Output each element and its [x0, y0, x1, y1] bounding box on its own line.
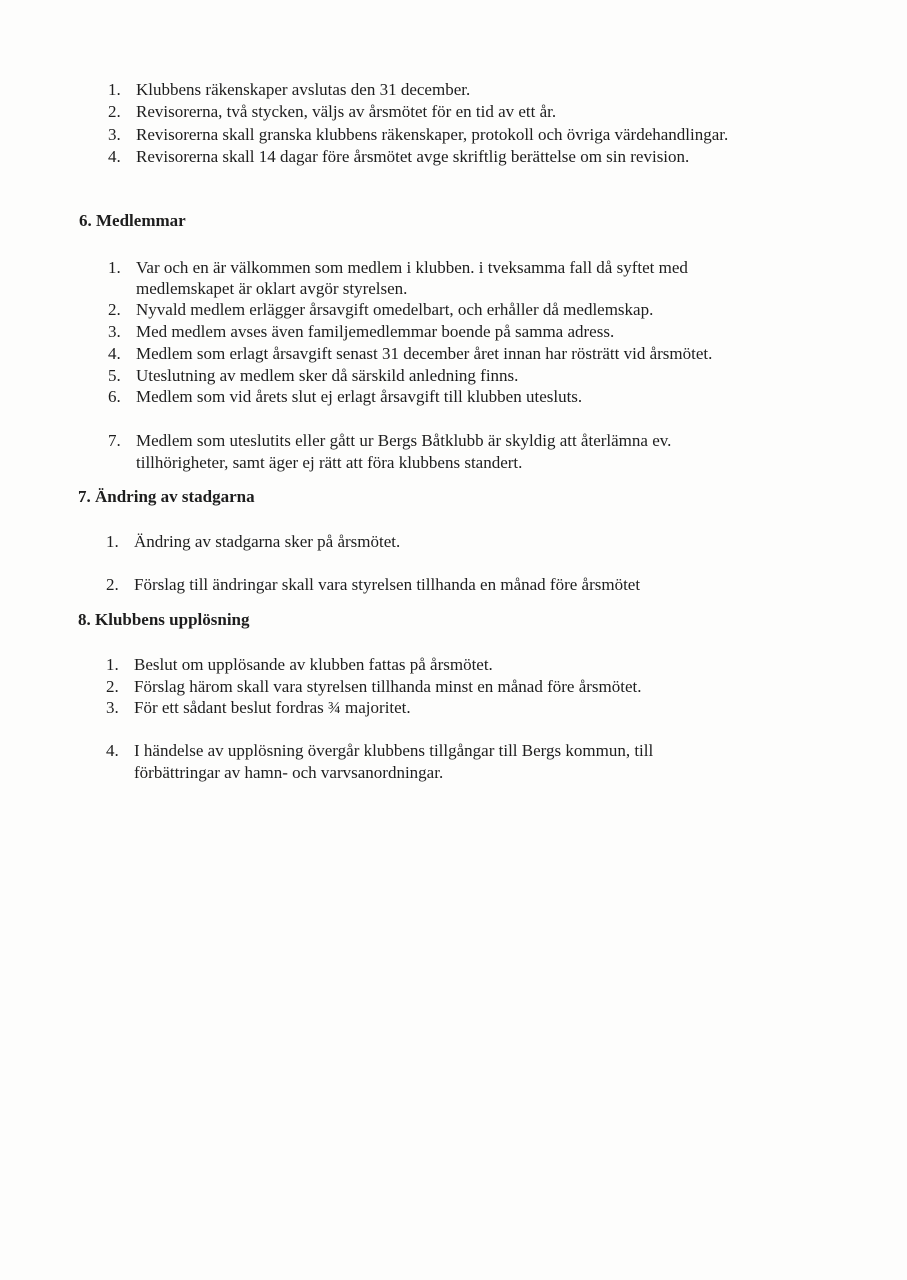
item-text: Uteslutning av medlem sker då särskild anledning finns. — [136, 366, 519, 385]
item-text: Med medlem avses även familjemedlemmar boende på samma adress. — [136, 322, 615, 341]
item-text: Var och en är välkommen som medlem i klubben. i tveksamma fall då syftet med — [136, 258, 688, 277]
item-text: Nyvald medlem erlägger årsavgift omedelbart, och erhåller då medlemskap. — [136, 300, 654, 319]
section-heading: 6. Medlemmar — [79, 211, 186, 230]
item-text: Revisorerna skall 14 dagar före årsmötet avge skriftlig berättelse om sin revision. — [136, 147, 690, 166]
item-number: 1. — [106, 532, 119, 551]
item-text: Klubbens räkenskaper avslutas den 31 december. — [136, 80, 471, 99]
item-text: Förslag till ändringar skall vara styrelsen tillhanda en månad före årsmötet — [134, 575, 641, 594]
item-text: Revisorerna skall granska klubbens räkenskaper, protokoll och övriga värdehandlingar. — [136, 125, 729, 144]
section-heading: 8. Klubbens upplösning — [78, 610, 250, 629]
item-text: tillhörigheter, samt äger ej rätt att föra klubbens standert. — [136, 453, 523, 472]
item-number: 3. — [106, 698, 119, 717]
item-number: 3. — [108, 125, 121, 144]
item-number: 1. — [106, 655, 119, 674]
item-text: I händelse av upplösning övergår klubbens tillgångar till Bergs kommun, till — [134, 741, 654, 760]
item-number: 1. — [108, 80, 121, 99]
item-text: Förslag härom skall vara styrelsen tillhanda minst en månad före årsmötet. — [134, 677, 642, 696]
item-text: Medlem som erlagt årsavgift senast 31 december året innan har rösträtt vid årsmötet. — [136, 344, 713, 363]
item-number: 5. — [108, 366, 121, 385]
item-number: 4. — [108, 147, 121, 166]
item-number: 1. — [108, 258, 121, 277]
item-number: 3. — [108, 322, 121, 341]
section-heading: 7. Ändring av stadgarna — [78, 487, 255, 506]
item-text: medlemskapet är oklart avgör styrelsen. — [136, 279, 408, 298]
item-text: Beslut om upplösande av klubben fattas på årsmötet. — [134, 655, 493, 674]
item-text: Medlem som uteslutits eller gått ur Bergs Båtklubb är skyldig att återlämna ev. — [136, 431, 672, 450]
item-number: 7. — [108, 431, 121, 450]
item-number: 4. — [108, 344, 121, 363]
item-number: 6. — [108, 387, 121, 406]
item-text: Revisorerna, två stycken, väljs av årsmötet för en tid av ett år. — [136, 102, 557, 121]
item-number: 4. — [106, 741, 119, 760]
item-number: 2. — [108, 102, 121, 121]
item-number: 2. — [106, 677, 119, 696]
item-text: Medlem som vid årets slut ej erlagt årsavgift till klubben utesluts. — [136, 387, 583, 406]
item-number: 2. — [106, 575, 119, 594]
item-text: Ändring av stadgarna sker på årsmötet. — [134, 532, 401, 551]
item-number: 2. — [108, 300, 121, 319]
item-text: För ett sådant beslut fordras ¾ majoritet. — [134, 698, 411, 717]
item-text: förbättringar av hamn- och varvsanordningar. — [134, 763, 444, 782]
